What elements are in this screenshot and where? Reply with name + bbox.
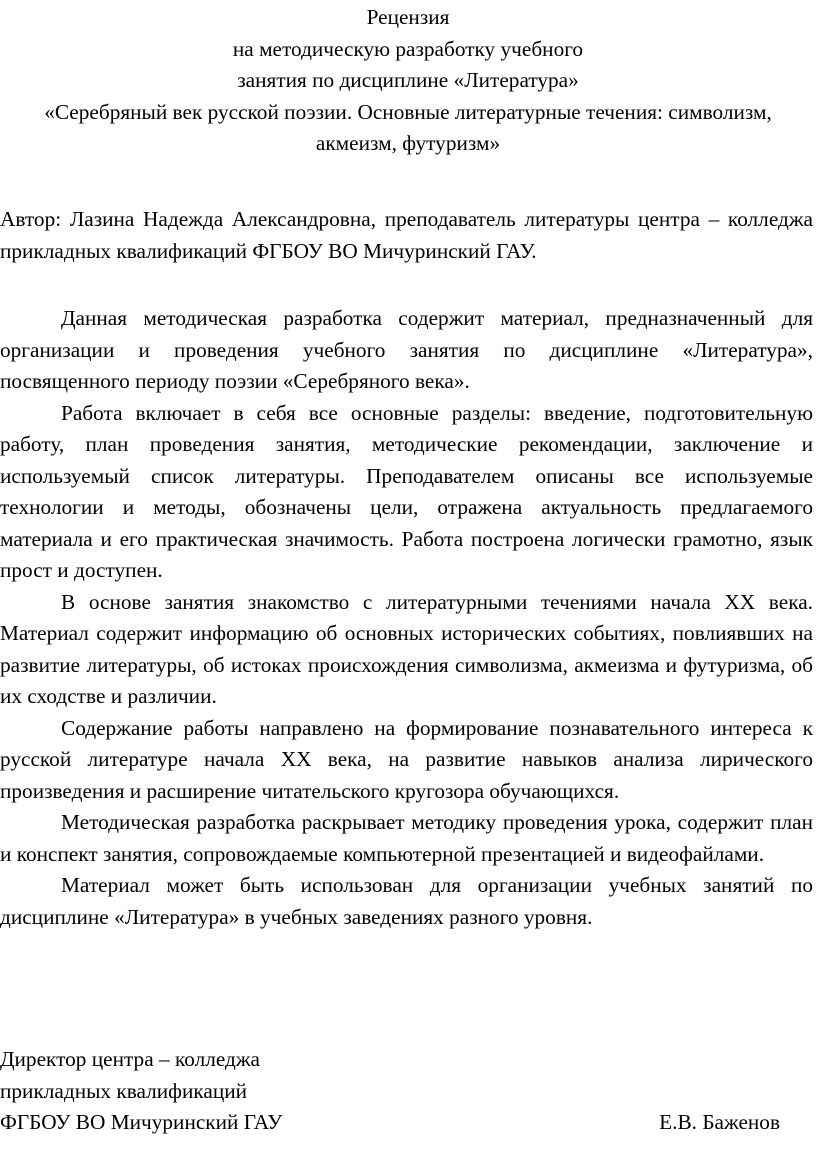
body-paragraph: В основе занятия знакомство с литературными течениями начала ХХ века. Материал содержит информацию об основных исторических событиях, повлиявших на развитие литературы, об истоках происхождения символизма, акмеизма и футуризма, об их сходстве и различии.	[0, 589, 813, 708]
title-topic-line-end: акмеизм, футуризм»	[315, 131, 501, 155]
review-body	[0, 303, 813, 933]
title-discipline-line: занятия по дисциплине «Литература»	[237, 68, 579, 92]
signature-block	[0, 1044, 780, 1139]
signature-org-row	[0, 1107, 780, 1139]
signature-position-line: Директор центра – колледжа	[0, 1047, 261, 1071]
body-paragraph: Содержание работы направлено на формирование познавательного интереса к русской литературе начала ХХ века, на развитие навыков анализа лирического произведения и расширение читательского кругозора обучающихся.	[0, 715, 813, 803]
body-paragraph: Данная методическая разработка содержит материал, предназначенный для организации и проведения учебного занятия по дисциплине «Литература», посвященного периоду поэзии «Серебряного века».	[0, 306, 813, 393]
body-paragraph: Методическая разработка раскрывает методику проведения урока, содержит план и конспект занятия, сопровождаемые компьютерной презентацией и видеофайлами.	[0, 810, 813, 866]
body-paragraph: Материал может быть использован для организации учебных занятий по дисциплине «Литература» в учебных заведениях разного уровня.	[0, 873, 813, 929]
title-subject-line: на методическую разработку учебного	[232, 36, 584, 61]
signature-name: Е.В. Баженов	[659, 1110, 780, 1134]
title-heading: Рецензия	[366, 5, 450, 29]
author-paragraph: Автор: Лазина Надежда Александровна, преподаватель литературы центра – колледжа прикладных квалификаций ФГБОУ ВО Мичуринский ГАУ.	[0, 207, 813, 263]
title-topic-line: «Серебряный век русской поэзии. Основные литературные течения: символизм,	[44, 99, 772, 124]
signature-organization: ФГБОУ ВО Мичуринский ГАУ	[0, 1110, 283, 1134]
signature-position-line: прикладных квалификаций	[0, 1078, 248, 1103]
review-title-block	[0, 2, 816, 160]
body-paragraph: Работа включает в себя все основные разделы: введение, подготовительную работу, план проведения занятия, методические рекомендации, заключение и используемый список литературы. Преподавателем описаны все используемые технологии и методы, обозначены цели, отражена актуальность предлагаемого материала и его практическая значимость. Работа построена логически грамотно, язык прост и доступен.	[0, 400, 813, 582]
